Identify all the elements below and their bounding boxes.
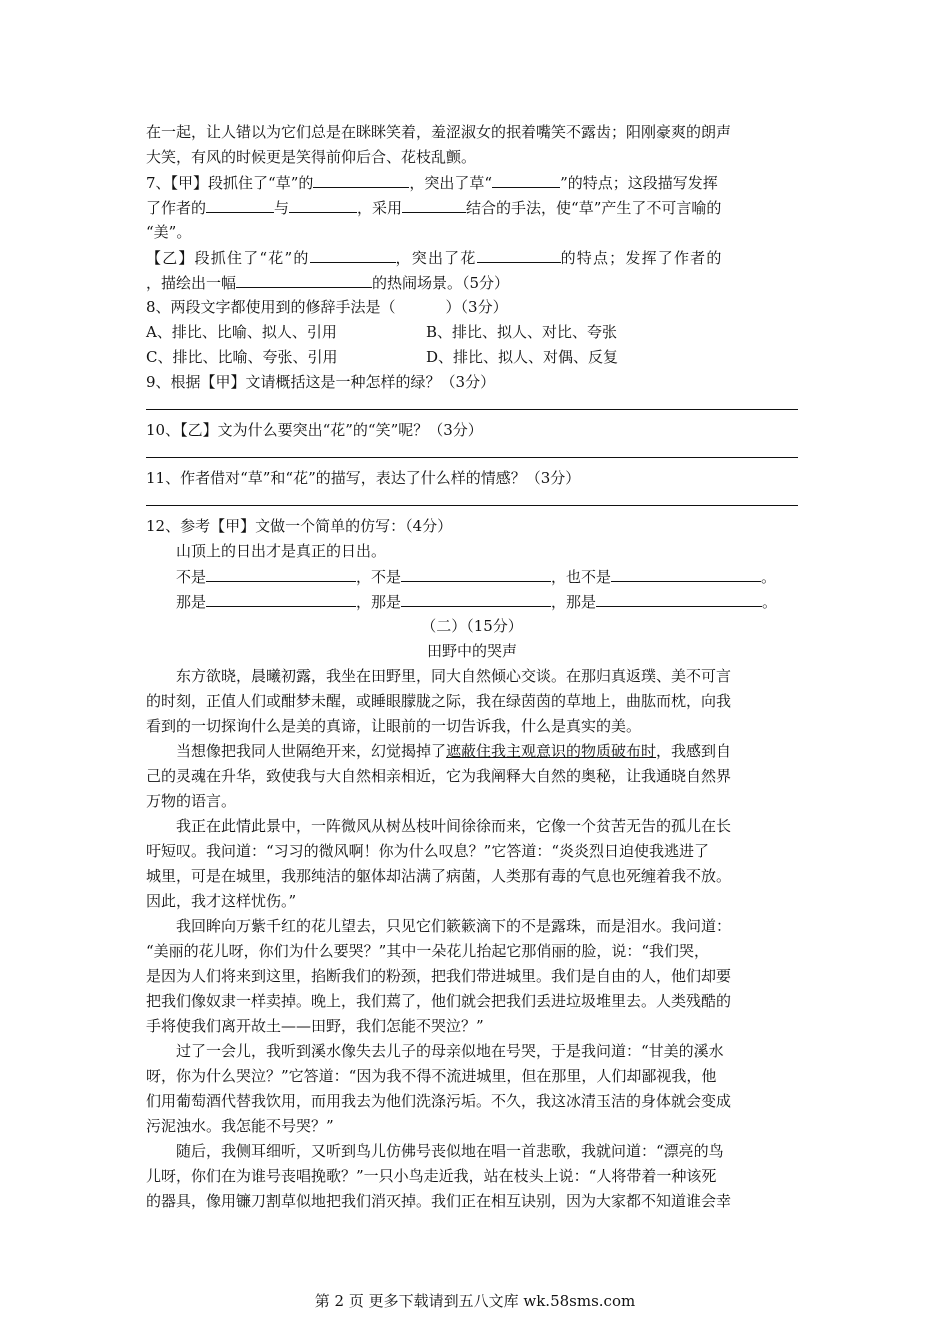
paragraph-line: 我正在此情此景中，一阵微风从树丛枝叶间徐徐而来，它像一个贫苦无告的孤儿在长 <box>176 817 732 835</box>
option-c[interactable]: C、排比、比喻、夸张、引用 <box>146 348 338 366</box>
fill-blank[interactable] <box>492 170 560 188</box>
question-12-stem: 12、参考【甲】文做一个简单的仿写：（4分） <box>146 517 453 535</box>
text-line: 大笑，有风的时候更是笑得前仰后合、花枝乱颤。 <box>146 148 477 166</box>
paragraph-line: 万物的语言。 <box>146 792 237 810</box>
question-8-options-row-2 <box>146 345 798 370</box>
answer-line-9[interactable] <box>146 395 798 410</box>
fill-blank[interactable] <box>401 589 551 607</box>
answer-line-10[interactable] <box>146 443 798 458</box>
paragraph-line: 污泥浊水。我怎能不号哭？” <box>146 1117 334 1135</box>
paragraph-line: 当想像把我同人世隔绝开来，幻觉揭掉了遮蔽住我主观意识的物质破布时，我感到自 <box>176 742 732 760</box>
fill-blank[interactable] <box>313 170 409 188</box>
fill-blank[interactable] <box>206 195 274 213</box>
page-footer: 第 2 页 更多下载请到五八文库 wk.58sms.com <box>314 1292 636 1310</box>
question-8-stem: 8、两段文字都使用到的修辞手法是（ ）（3分） <box>146 298 508 316</box>
paragraph-line: 己的灵魂在升华，致使我与大自然相亲相近，它为我阐释大自然的奥秘，让我通晓自然界 <box>146 767 732 785</box>
option-a[interactable]: A、排比、比喻、拟人、引用 <box>146 323 337 341</box>
paragraph-line: 们用葡萄酒代替我饮用，而用我去为他们洗涤污垢。不久，我这冰清玉洁的身体就会变成 <box>146 1092 732 1110</box>
fill-blank[interactable] <box>596 589 762 607</box>
question-7-line-5: ，描绘出一幅 的热闹场景。（5分） <box>146 270 798 295</box>
fill-blank[interactable] <box>206 589 356 607</box>
question-11: 11、作者借对“草”和“花”的描写，表达了什么样的情感？（3分） <box>146 469 581 487</box>
paragraph-line: “美丽的花儿呀，你们为什么要哭？”其中一朵花儿抬起它那俏丽的脸，说：“我们哭， <box>146 942 710 960</box>
fill-blank[interactable] <box>477 245 561 263</box>
question-7-line-1: 7、【甲】段抓住了“草”的 ，突出了草“ ”的特点；这段描写发挥 <box>146 170 798 195</box>
fill-blank[interactable] <box>402 195 466 213</box>
underlined-phrase: 遮蔽住我主观意识的物质破布时 <box>446 742 657 760</box>
paragraph-line: 随后，我侧耳细听，又听到鸟儿仿佛号丧似地在唱一首悲歌，我就问道：“漂亮的鸟 <box>176 1142 724 1160</box>
paragraph-line: 城里，可是在城里，我那纯洁的躯体却沾满了病菌，人类那有毒的气息也死缠着我不放。 <box>146 867 732 885</box>
paragraph-line: 把我们像奴隶一样卖掉。晚上，我们蔫了，他们就会把我们丢进垃圾堆里去。人类残酷的 <box>146 992 732 1010</box>
option-d[interactable]: D、排比、拟人、对偶、反复 <box>426 348 619 366</box>
option-b[interactable]: B、排比、拟人、对比、夸张 <box>426 323 618 341</box>
section-heading: （二）（15分） <box>421 617 523 635</box>
paragraph-line: 过了一会儿，我听到溪水像失去儿子的母亲似地在号哭，于是我问道：“甘美的溪水 <box>176 1042 724 1060</box>
paragraph-line: 是因为人们将来到这里，掐断我们的粉颈，把我们带进城里。我们是自由的人，他们却要 <box>146 967 732 985</box>
article-title: 田野中的哭声 <box>426 642 517 660</box>
paragraph-line: 吁短叹。我问道：“习习的微风啊！你为什么叹息？”它答道：“炎炎烈日迫使我逃进了 <box>146 842 710 860</box>
paragraph-line: 我回眸向万紫千红的花儿望去，只见它们簌簌滴下的不是露珠，而是泪水。我问道： <box>176 917 732 935</box>
paragraph-line: 手将使我们离开故土——田野，我们怎能不哭泣？” <box>146 1017 484 1035</box>
document-body <box>146 120 798 1214</box>
paragraph-line: 因此，我才这样忧伤。” <box>146 892 297 910</box>
question-12-example: 山顶上的日出才是真正的日出。 <box>176 542 387 560</box>
fill-blank[interactable] <box>236 270 372 288</box>
question-7-line-3: “美”。 <box>146 223 192 241</box>
fill-blank[interactable] <box>289 195 357 213</box>
text-line: 在一起，让人错以为它们总是在眯眯笑着，羞涩淑女的抿着嘴笑不露齿；阳刚豪爽的朗声 <box>146 123 732 141</box>
fill-blank[interactable] <box>206 564 356 582</box>
paragraph-line: 呀，你为什么哭泣？”它答道：“因为我不得不流进城里，但在那里，人们却鄙视我，他 <box>146 1067 717 1085</box>
question-12-not-line: 不是 ，不是 ，也不是 。 <box>146 564 798 589</box>
paragraph-line: 的器具，像用镰刀割草似地把我们消灭掉。我们正在相互诀别，因为大家都不知道谁会幸 <box>146 1192 732 1210</box>
question-7-line-4: 【乙】段抓住了“花”的 ，突出了花 的特点；发挥了作者的 <box>146 245 798 270</box>
question-10: 10、【乙】文为什么要突出“花”的“笑”呢？（3分） <box>146 421 483 439</box>
paragraph-line: 儿呀，你们在为谁号丧唱挽歌？”一只小鸟走近我，站在枝头上说：“人将带着一种该死 <box>146 1167 717 1185</box>
fill-blank[interactable] <box>611 564 761 582</box>
fill-blank[interactable] <box>401 564 551 582</box>
question-7-line-2: 了作者的 与 ，采用 结合的手法，使“草”产生了不可言喻的 <box>146 195 798 220</box>
question-8-options-row-1 <box>146 320 798 345</box>
paragraph-line: 的时刻，正值人们或酣梦未醒，或睡眼朦胧之际，我在绿茵茵的草地上，曲肱而枕，向我 <box>146 692 732 710</box>
paragraph-line: 看到的一切探询什么是美的真谛，让眼前的一切告诉我，什么是真实的美。 <box>146 717 642 735</box>
fill-blank[interactable] <box>310 245 396 263</box>
answer-line-11[interactable] <box>146 491 798 506</box>
paragraph-line: 东方欲晓，晨曦初露，我坐在田野里，同大自然倾心交谈。在那归真返璞、美不可言 <box>176 667 732 685</box>
question-12-is-line: 那是 ，那是 ，那是 。 <box>146 589 798 614</box>
question-9: 9、根据【甲】文请概括这是一种怎样的绿？（3分） <box>146 373 496 391</box>
